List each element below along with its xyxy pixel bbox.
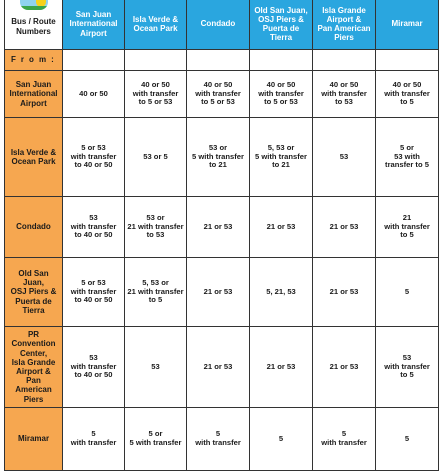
- origin-label: PR Convention Center, Isla Grande Airport & Pan American Piers: [5, 327, 63, 408]
- destination-header: Miramar: [376, 0, 439, 50]
- empty-cell: [250, 50, 313, 71]
- destination-header: San Juan International Airport: [63, 0, 125, 50]
- corner-label: Bus / Route Numbers: [11, 17, 56, 36]
- origin-label: Isla Verde & Ocean Park: [5, 118, 63, 197]
- route-cell: 40 or 50 with transfer to 5 or 53: [125, 71, 187, 118]
- origin-label: Condado: [5, 197, 63, 258]
- route-cell: 53 with transfer to 5: [376, 327, 439, 408]
- route-cell: 5 with transfer: [187, 408, 250, 471]
- route-cell: 21 or 53: [187, 327, 250, 408]
- route-cell: 40 or 50 with transfer to 53: [313, 71, 376, 118]
- route-cell: 5 or 53 with transfer to 40 or 50: [63, 258, 125, 327]
- route-cell: 53 or 5 with transfer to 21: [187, 118, 250, 197]
- origin-label: San Juan International Airport: [5, 71, 63, 118]
- route-cell: 5: [376, 408, 439, 471]
- route-cell: 5 with transfer: [63, 408, 125, 471]
- route-cell: 53: [125, 327, 187, 408]
- destination-header: Condado: [187, 0, 250, 50]
- route-cell: 21 with transfer to 5: [376, 197, 439, 258]
- table-row: [5, 408, 439, 471]
- route-cell: 21 or 53: [313, 258, 376, 327]
- header-row: [5, 0, 439, 50]
- origin-label: Miramar: [5, 408, 63, 471]
- destination-header: Old San Juan, OSJ Piers & Puerta de Tierra: [250, 0, 313, 50]
- route-cell: 21 or 53: [187, 197, 250, 258]
- route-cell: 21 or 53: [187, 258, 250, 327]
- route-cell: 5 or 53 with transfer to 5: [376, 118, 439, 197]
- table-row: [5, 197, 439, 258]
- route-cell: 5, 53 or 21 with transfer to 5: [125, 258, 187, 327]
- route-cell: 40 or 50 with transfer to 5 or 53: [250, 71, 313, 118]
- table-row: [5, 71, 439, 118]
- route-cell: 40 or 50: [63, 71, 125, 118]
- route-cell: 53 or 5: [125, 118, 187, 197]
- table-row: [5, 327, 439, 408]
- route-table: [4, 0, 439, 471]
- route-cell: 5 with transfer: [313, 408, 376, 471]
- route-cell: 53: [313, 118, 376, 197]
- table-row: [5, 258, 439, 327]
- route-cell: 5: [376, 258, 439, 327]
- route-cell: 40 or 50 with transfer to 5: [376, 71, 439, 118]
- route-cell: 53 or 21 with transfer to 53: [125, 197, 187, 258]
- empty-cell: [376, 50, 439, 71]
- route-cell: 21 or 53: [250, 327, 313, 408]
- route-cell: 5, 21, 53: [250, 258, 313, 327]
- destination-header: Isla Verde & Ocean Park: [125, 0, 187, 50]
- empty-cell: [187, 50, 250, 71]
- route-cell: 53 with transfer to 40 or 50: [63, 327, 125, 408]
- logo-sea: [20, 6, 48, 10]
- table-row: [5, 118, 439, 197]
- route-cell: 53 with transfer to 40 or 50: [63, 197, 125, 258]
- route-cell: 5 or 53 with transfer to 40 or 50: [63, 118, 125, 197]
- route-cell: 5, 53 or 5 with transfer to 21: [250, 118, 313, 197]
- route-cell: 40 or 50 with transfer to 5 or 53: [187, 71, 250, 118]
- origin-label: Old San Juan, OSJ Piers & Puerta de Tierra: [5, 258, 63, 327]
- route-cell: 5: [250, 408, 313, 471]
- empty-cell: [63, 50, 125, 71]
- empty-cell: [125, 50, 187, 71]
- from-row: [5, 50, 439, 71]
- from-label: F r o m :: [5, 50, 63, 71]
- route-cell: 21 or 53: [250, 197, 313, 258]
- empty-cell: [313, 50, 376, 71]
- logo-icon: [20, 0, 48, 10]
- route-cell: 21 or 53: [313, 327, 376, 408]
- route-cell: 5 or 5 with transfer: [125, 408, 187, 471]
- route-cell: 21 or 53: [313, 197, 376, 258]
- destination-header: Isla Grande Airport & Pan American Piers: [313, 0, 376, 50]
